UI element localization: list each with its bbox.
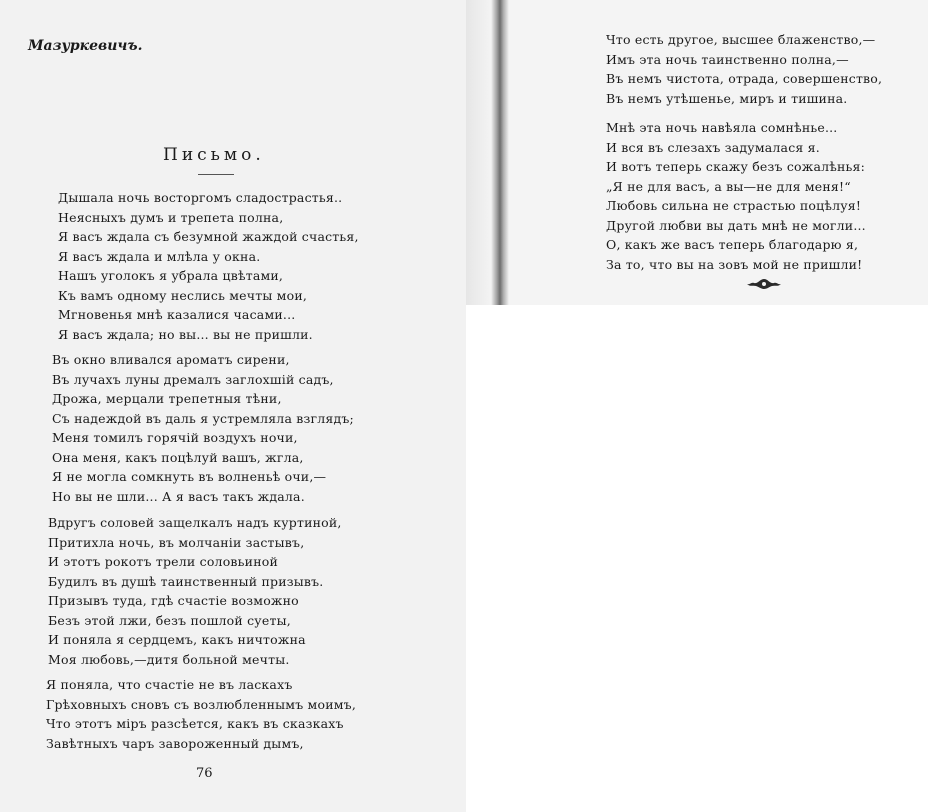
stanza-6 bbox=[606, 118, 866, 274]
verse-line: Меня томилъ горячiй воздухъ ночи, bbox=[52, 430, 298, 445]
gutter-shade bbox=[466, 0, 492, 305]
title-divider bbox=[198, 174, 234, 175]
verse-line: Другой любви вы дать мнѣ не могли... bbox=[606, 217, 866, 233]
verse-line: Моя любовь,—дитя больной мечты. bbox=[48, 651, 290, 667]
verse-line: Въ окно вливался ароматъ сирени, bbox=[52, 352, 290, 367]
verse-line: Завѣтныхъ чаръ завороженный дымъ, bbox=[46, 735, 304, 751]
verse-line: И поняла я сердцемъ, какъ ничтожна bbox=[48, 632, 306, 647]
verse-line: Я васъ ждала и млѣла у окна. bbox=[58, 248, 261, 264]
verse-line: Въ немъ чистота, отрада, совершенство, bbox=[606, 71, 883, 86]
verse-line: Мнѣ эта ночь навѣяла сомнѣнье... bbox=[606, 120, 838, 135]
verse-line: Я васъ ждала; но вы... вы не пришли. bbox=[58, 326, 313, 342]
verse-line: И вся въ слезахъ задумалася я. bbox=[606, 139, 820, 155]
verse-line: Любовь сильна не страстью поцѣлуя! bbox=[606, 198, 862, 213]
verse-line: Что этотъ мiръ разсѣется, какъ въ сказкахъ bbox=[46, 716, 344, 731]
stanza-1 bbox=[58, 188, 359, 344]
verse-line: Дрожа, мерцали трепетныя тѣни, bbox=[52, 391, 282, 406]
verse-line: Нашъ уголокъ я убрала цвѣтами, bbox=[58, 268, 284, 283]
author-name: Мазуркевичъ. bbox=[28, 38, 143, 54]
verse-line: Въ немъ утѣшенье, миръ и тишина. bbox=[606, 90, 848, 106]
verse-line: За то, что вы на зовъ мой не пришли! bbox=[606, 256, 863, 272]
fleuron-ornament-icon bbox=[744, 276, 784, 296]
verse-line: Вдругъ соловей защелкалъ надъ куртиной, bbox=[48, 515, 342, 530]
verse-line: И вотъ теперь скажу безъ сожалѣнья: bbox=[606, 159, 866, 174]
verse-line: Грѣховныхъ сновъ съ возлюбленнымъ моимъ, bbox=[46, 696, 356, 712]
verse-line: Неясныхъ думъ и трепета полна, bbox=[58, 209, 284, 225]
verse-line: Съ надеждой въ даль я устремляла взглядъ; bbox=[52, 410, 354, 426]
verse-line: Будилъ въ душѣ таинственный призывъ. bbox=[48, 573, 324, 589]
page-number: 76 bbox=[196, 766, 213, 781]
book-spine-shadow bbox=[491, 0, 509, 305]
poem-title: Письмо. bbox=[163, 145, 265, 165]
verse-line: „Я не для васъ, а вы—не для меня!“ bbox=[606, 178, 851, 194]
stanza-5 bbox=[606, 30, 882, 108]
stanza-2 bbox=[52, 350, 354, 506]
verse-line: Что есть другое, высшее блаженство,— bbox=[606, 32, 876, 47]
verse-line: Притихла ночь, въ молчанiи застывъ, bbox=[48, 534, 305, 550]
stanza-4 bbox=[46, 675, 356, 753]
verse-line: Мгновенья мнѣ казалися часами... bbox=[58, 307, 296, 322]
verse-line: Я васъ ждала съ безумной жаждой счастья, bbox=[58, 229, 359, 244]
verse-line: Но вы не шли... А я васъ такъ ждала. bbox=[52, 488, 305, 504]
verse-line: Я поняла, что счастiе не въ ласкахъ bbox=[46, 677, 293, 692]
verse-line: Я не могла сомкнуть въ волненьѣ очи,— bbox=[52, 469, 327, 484]
verse-line: Она меня, какъ поцѣлуй вашъ, жгла, bbox=[52, 449, 304, 465]
verse-line: И этотъ рокотъ трели соловьиной bbox=[48, 554, 278, 569]
verse-line: Въ лучахъ луны дремалъ заглохшiй садъ, bbox=[52, 371, 334, 387]
verse-line: Къ вамъ одному неслись мечты мои, bbox=[58, 287, 308, 303]
verse-line: Призывъ туда, гдѣ счастiе возможно bbox=[48, 593, 299, 608]
verse-line: Безъ этой лжи, безъ пошлой суеты, bbox=[48, 612, 291, 628]
verse-line: Имъ эта ночь таинственно полна,— bbox=[606, 51, 849, 67]
verse-line: О, какъ же васъ теперь благодарю я, bbox=[606, 237, 859, 252]
stanza-3 bbox=[48, 513, 342, 669]
verse-line: Дышала ночь восторгомъ сладострастья.. bbox=[58, 190, 343, 205]
